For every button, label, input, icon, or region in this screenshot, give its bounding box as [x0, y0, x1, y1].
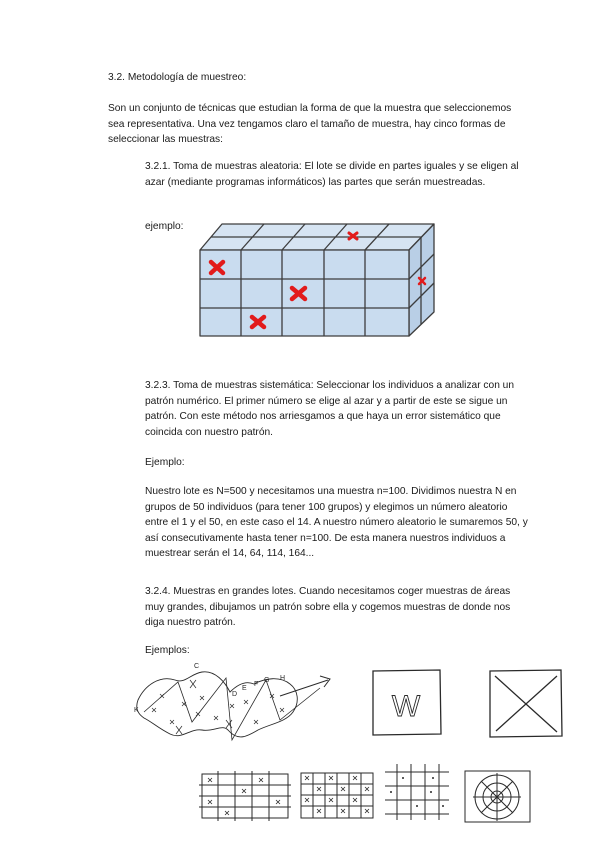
systematic-sampling-example-text: Nuestro lote es N=500 y necesitamos una muestra n=100. Dividimos nuestra N en grupos de 50 individuos (para tener 100 grupos) y elegimos un número aleatorio entre el 1 y el 50, en este caso el 14. A nuestro número aleatorio le sumaremos 50, y así consecutivamente hasta tener n=100. De esta manera nuestros individuos a muestrear serán el 14, 64, 114, 164... — [145, 486, 528, 559]
zigzag-field-sketch — [130, 660, 340, 750]
w-pattern-letter: W — [391, 690, 421, 723]
random-sampling-example-label: ejemplo: — [145, 221, 184, 232]
sketch-letter-e: E — [242, 685, 247, 692]
sketch-letter-f: F — [254, 681, 259, 688]
intro-paragraph: Son un conjunto de técnicas que estudian la forma de que la muestra que seleccionemos sea representativa. Una vez tengamos claro el tamaño de muestra, hay cinco formas de seleccionar las muestras: — [108, 103, 512, 145]
sketch-letter-d: D — [232, 691, 238, 698]
systematic-sampling-example-label: Ejemplo: — [145, 457, 185, 468]
large-lots-paragraph: 3.2.4. Muestras en grandes lotes. Cuando necesitamos coger muestras de áreas muy grandes, dibujamos un patrón sobre ella y cogemos muestras de donde nos diga nuestro patrón. — [145, 586, 511, 628]
random-sampling-box-figure — [198, 222, 438, 344]
grid-pattern-sketch-3 — [383, 762, 453, 822]
grid-pattern-sketch-1 — [198, 770, 292, 822]
x-pattern-sketch — [487, 668, 565, 740]
random-sampling-paragraph: 3.2.1. Toma de muestras aleatoria: El lote se divide en partes iguales y se eligen al azar (mediante programas informáticos) las partes que serán muestreadas. — [145, 161, 519, 188]
sketch-letter-c: C — [194, 663, 200, 670]
large-lots-examples-label: Ejemplos: — [145, 645, 190, 656]
w-pattern-sketch — [370, 668, 445, 738]
systematic-sampling-paragraph: 3.2.3. Toma de muestras sistemática: Seleccionar los individuos a analizar con un patrón numérico. El primer número se elige al azar y a partir de este se sigue un patrón. Con este método nos arriesgamos a que haya un error sistemático que coincida con nuestro patrón. — [145, 380, 515, 438]
section-title: 3.2. Metodología de muestreo: — [108, 72, 247, 83]
circular-pattern-sketch — [462, 768, 534, 826]
sketch-letter-h: H — [280, 675, 286, 682]
grid-pattern-sketch-2 — [297, 770, 377, 822]
lot-box — [200, 224, 434, 336]
sketch-letter-k: K — [134, 707, 139, 714]
sketch-letter-g: G — [264, 677, 270, 684]
